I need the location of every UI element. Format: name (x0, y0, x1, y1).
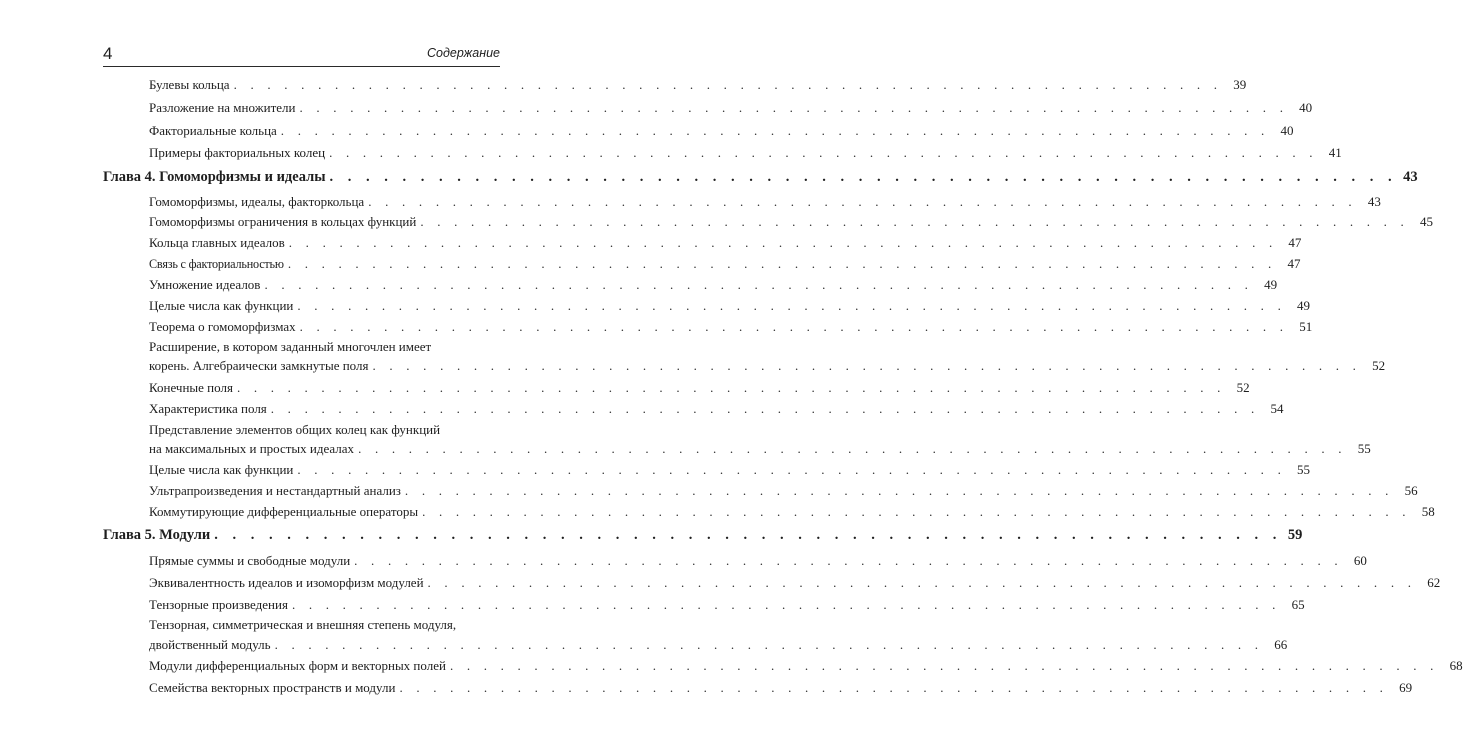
toc-entry-page: 41 (1328, 145, 1342, 160)
toc-entry-title: Гомоморфизмы, идеалы, факторкольца (149, 194, 365, 209)
dot-leader: . . . . . . . . . . . . . . . . . . . . . . . . . . . . . . . . . . . . . . . . . . . . . . . . . . . . . . . . . . . (270, 401, 1260, 416)
toc-entry[interactable] (149, 657, 1463, 674)
toc-entry-title: Ультрапроизведения и нестандартный анализ (149, 483, 401, 498)
toc-entry[interactable] (149, 400, 1284, 417)
dot-leader: . . . . . . . . . . . . . . . . . . . . . . . . . . . . . . . . . . . . . . . . . . . . . . . . . . . . . . . . . . . (422, 504, 1411, 519)
toc-entry[interactable] (149, 461, 1311, 478)
toc-entry-title: Тензорные произведения (149, 597, 288, 612)
toc-entry-page: 69 (1399, 680, 1413, 695)
toc-entry[interactable] (149, 503, 1435, 520)
dot-leader: . . . . . . . . . . . . . . . . . . . . . . . . . . . . . . . . . . . . . . . . . . . . . . . . . . . . . . . . . . . (291, 597, 1281, 612)
dot-leader: . . . . . . . . . . . . . . . . . . . . . . . . . . . . . . . . . . . . . . . . . . . . . . . . . . . . . . . . . . . (297, 462, 1287, 477)
toc-entry-page: 52 (1236, 380, 1250, 395)
toc-entry-title-line2: корень. Алгебраически замкнутые поля (149, 358, 369, 373)
toc-entry[interactable] (149, 379, 1250, 396)
dot-leader: . . . . . . . . . . . . . . . . . . . . . . . . . . . . . . . . . . . . . . . . . . . . . . . . . . . . . . . . . . . (449, 658, 1439, 673)
dot-leader: . . . . . . . . . . . . . . . . . . . . . . . . . . . . . . . . . . . . . . . . . . . . . . . . . . . . . . . . . . . (329, 169, 1398, 185)
dot-leader: . . . . . . . . . . . . . . . . . . . . . . . . . . . . . . . . . . . . . . . . . . . . . . . . . . . . . . . . . . . (372, 358, 1362, 373)
toc-entry-page: 43 (1367, 194, 1381, 209)
chapter-title: Глава 4. Гомоморфизмы и идеалы (103, 169, 326, 185)
toc-entry[interactable] (149, 255, 1301, 273)
toc-entry[interactable] (149, 193, 1381, 210)
toc-entry[interactable] (149, 574, 1441, 591)
toc-entry[interactable] (149, 679, 1413, 696)
dot-leader: . . . . . . . . . . . . . . . . . . . . . . . . . . . . . . . . . . . . . . . . . . . . . . . . . . . . . . . . . . . (358, 441, 1347, 456)
toc-entry-title: Булевы кольца (149, 77, 230, 92)
toc-entry[interactable] (149, 297, 1311, 314)
toc-entry-title-line1: Расширение, в котором заданный многочлен имеет (149, 339, 432, 354)
dot-leader: . . . . . . . . . . . . . . . . . . . . . . . . . . . . . . . . . . . . . . . . . . . . . . . . . . . . . . . . . . . (233, 77, 1223, 92)
page-number: 4 (103, 44, 113, 63)
chapter-title: Глава 5. Модули (103, 527, 211, 543)
toc-entry-title: Теорема о гомоморфизмах (149, 319, 296, 334)
dot-leader: . . . . . . . . . . . . . . . . . . . . . . . . . . . . . . . . . . . . . . . . . . . . . . . . . . . . . . . . . . . (354, 553, 1343, 568)
toc-entry[interactable] (149, 596, 1305, 613)
toc-entry-title-line2: двойственный модуль (149, 637, 271, 652)
dot-leader: . . . . . . . . . . . . . . . . . . . . . . . . . . . . . . . . . . . . . . . . . . . . . . . . . . . . . . . . . . . (404, 483, 1394, 498)
toc-entry[interactable] (149, 213, 1434, 230)
dot-leader: . . . . . . . . . . . . . . . . . . . . . . . . . . . . . . . . . . . . . . . . . . . . . . . . . . . . . . . . . . . (214, 527, 1282, 543)
dot-leader: . . . . . . . . . . . . . . . . . . . . . . . . . . . . . . . . . . . . . . . . . . . . . . . . . . . . . . . . . . . (297, 298, 1287, 313)
toc-entry-title: Эквивалентность идеалов и изоморфизм модулей (149, 575, 424, 590)
dot-leader: . . . . . . . . . . . . . . . . . . . . . . . . . . . . . . . . . . . . . . . . . . . . . . . . . . . . . . . . . . . (399, 680, 1389, 695)
toc-entry-page: 55 (1297, 462, 1311, 477)
toc-entry-title: Характеристика поля (149, 401, 267, 416)
dot-leader: . . . . . . . . . . . . . . . . . . . . . . . . . . . . . . . . . . . . . . . . . . . . . . . . . . . . . . . . . . . (264, 277, 1254, 292)
chapter-heading[interactable] (103, 168, 1418, 186)
dot-leader: . . . . . . . . . . . . . . . . . . . . . . . . . . . . . . . . . . . . . . . . . . . . . . . . . . . . . . . . . . . (368, 194, 1357, 209)
toc-entry-title: Коммутирующие дифференциальные операторы (149, 504, 419, 519)
dot-leader: . . . . . . . . . . . . . . . . . . . . . . . . . . . . . . . . . . . . . . . . . . . . . . . . . . . . . . . . . . . (288, 235, 1278, 250)
toc-entry-page: 51 (1299, 319, 1313, 334)
toc-entry-page: 39 (1233, 77, 1247, 92)
toc-entry-title: Факториальные кольца (149, 123, 277, 138)
toc-entry-page: 65 (1291, 597, 1305, 612)
toc-entry[interactable] (149, 616, 1288, 653)
dot-leader: . . . . . . . . . . . . . . . . . . . . . . . . . . . . . . . . . . . . . . . . . . . . . . . . . . . . . . . . . . . (299, 100, 1289, 115)
dot-leader: . . . . . . . . . . . . . . . . . . . . . . . . . . . . . . . . . . . . . . . . . . . . . . . . . . . . . . . . . . . (287, 256, 1277, 271)
toc-entry-page: 56 (1404, 483, 1418, 498)
toc-entry-title-line2: на максимальных и простых идеалах (149, 441, 355, 456)
toc-entry-title: Целые числа как функции (149, 462, 294, 477)
running-title: Содержание (427, 46, 500, 60)
dot-leader: . . . . . . . . . . . . . . . . . . . . . . . . . . . . . . . . . . . . . . . . . . . . . . . . . . . . . . . . . . . (420, 214, 1410, 229)
chapter-heading[interactable] (103, 526, 1303, 544)
toc-entry-page: 45 (1420, 214, 1434, 229)
toc-entry-page: 66 (1274, 637, 1288, 652)
toc-entry-page: 40 (1280, 123, 1294, 138)
toc-entry-page: 54 (1270, 401, 1284, 416)
toc-entry-page: 47 (1287, 256, 1301, 271)
toc-entry-title: Целые числа как функции (149, 298, 294, 313)
dot-leader: . . . . . . . . . . . . . . . . . . . . . . . . . . . . . . . . . . . . . . . . . . . . . . . . . . . . . . . . . . . (427, 575, 1417, 590)
toc-entry[interactable] (149, 144, 1342, 161)
toc-entry[interactable] (149, 76, 1247, 93)
toc-entry-title: Гомоморфизмы ограничения в кольцах функций (149, 214, 417, 229)
toc-entry-page: 52 (1372, 358, 1386, 373)
toc-entry[interactable] (149, 234, 1302, 251)
toc-entry-title: Семейства векторных пространств и модули (149, 680, 396, 695)
toc-entry-title: Конечные поля (149, 380, 233, 395)
toc-entry[interactable] (149, 99, 1313, 116)
toc-entry[interactable] (149, 276, 1278, 293)
dot-leader: . . . . . . . . . . . . . . . . . . . . . . . . . . . . . . . . . . . . . . . . . . . . . . . . . . . . . . . . . . . (299, 319, 1289, 334)
toc-entry-page: 60 (1353, 553, 1367, 568)
toc-entry-title: Кольца главных идеалов (149, 235, 285, 250)
chapter-page: 59 (1287, 527, 1303, 543)
toc-entry-title: Примеры факториальных колец (149, 145, 326, 160)
toc-entry-page: 49 (1297, 298, 1311, 313)
dot-leader: . . . . . . . . . . . . . . . . . . . . . . . . . . . . . . . . . . . . . . . . . . . . . . . . . . . . . . . . . . . (329, 145, 1318, 160)
toc-entry[interactable] (149, 552, 1367, 569)
toc-entry-page: 58 (1421, 504, 1435, 519)
toc-entry-title: Модули дифференциальных форм и векторных полей (149, 658, 446, 673)
toc-entry-page: 68 (1449, 658, 1463, 673)
toc-entry-title: Связь с факториальностью (149, 257, 284, 271)
toc-entry-page: 49 (1264, 277, 1278, 292)
toc-entry-title: Прямые суммы и свободные модули (149, 553, 351, 568)
toc-entry[interactable] (149, 421, 1371, 457)
dot-leader: . . . . . . . . . . . . . . . . . . . . . . . . . . . . . . . . . . . . . . . . . . . . . . . . . . . . . . . . . . . (274, 637, 1264, 652)
toc-entry-title-line1: Тензорная, симметрическая и внешняя степень модуля, (149, 617, 457, 632)
toc-entry-title: Разложение на множители (149, 100, 296, 115)
toc-entry-page: 55 (1357, 441, 1371, 456)
dot-leader: . . . . . . . . . . . . . . . . . . . . . . . . . . . . . . . . . . . . . . . . . . . . . . . . . . . . . . . . . . . (280, 123, 1270, 138)
toc-entry-title-line1: Представление элементов общих колец как функций (149, 422, 441, 437)
toc-entry-page: 40 (1299, 100, 1313, 115)
toc-entry-page: 62 (1427, 575, 1441, 590)
toc-entry[interactable] (149, 122, 1294, 139)
toc-entry-title: Умножение идеалов (149, 277, 261, 292)
toc-entry[interactable] (149, 482, 1418, 499)
dot-leader: . . . . . . . . . . . . . . . . . . . . . . . . . . . . . . . . . . . . . . . . . . . . . . . . . . . . . . . . . . . (236, 380, 1226, 395)
toc-entry[interactable] (149, 338, 1386, 374)
toc-entry[interactable] (149, 318, 1313, 335)
chapter-page: 43 (1403, 169, 1418, 185)
toc-entry-page: 47 (1288, 235, 1302, 250)
